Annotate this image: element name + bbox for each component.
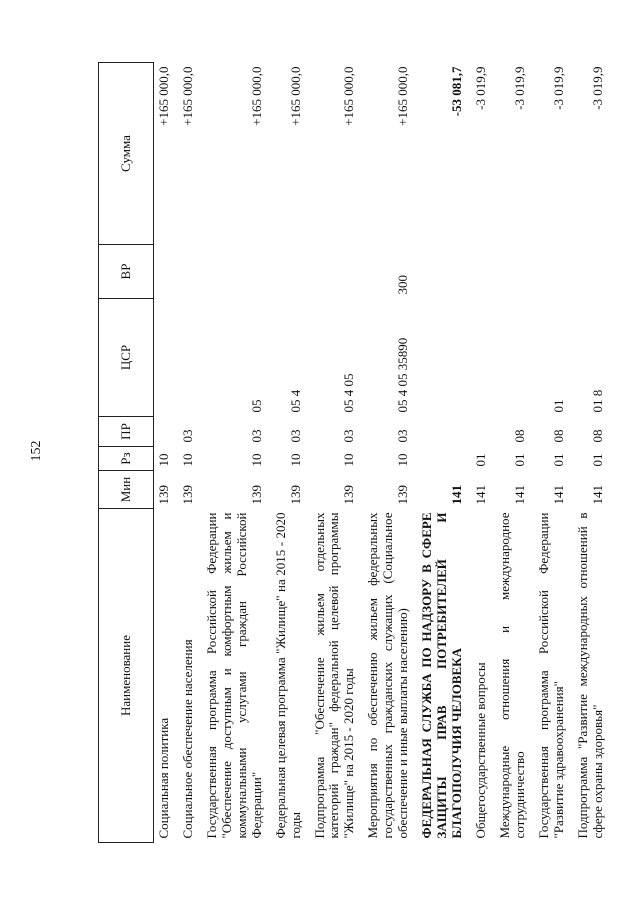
- row-name: Социальное обеспечение населения: [179, 639, 195, 839]
- row-name: Государственная программа Российской Федерации "Обеспечение доступным и комфортным жильем и коммунальными услугами граждан Российской Федерации": [203, 512, 264, 839]
- table-header-row: [99, 63, 154, 843]
- header-vr: ВР: [99, 245, 154, 299]
- header-name: Наименование: [99, 509, 154, 843]
- row-vr: [202, 245, 271, 299]
- page-number: 152: [29, 440, 44, 462]
- row-csr: 05: [248, 399, 264, 413]
- table-row: [310, 63, 364, 843]
- row-min: 141: [472, 485, 488, 505]
- row-sum: -3 019,9: [550, 66, 566, 110]
- row-min: 141: [589, 485, 605, 505]
- table-row: [271, 63, 310, 843]
- header-sum: Сумма: [99, 63, 154, 245]
- row-min: 141: [550, 485, 566, 505]
- row-name: Социальная политика: [156, 717, 171, 839]
- row-pr: 03: [179, 429, 195, 443]
- row-vr: [178, 245, 202, 299]
- row-rz: 10: [156, 453, 171, 467]
- row-pr: 08: [511, 429, 527, 443]
- table-row: [363, 63, 417, 843]
- row-pr: [471, 417, 495, 447]
- row-sum: +165 000,0: [287, 66, 303, 126]
- row-sum: +165 000,0: [248, 66, 264, 126]
- row-pr: 08: [550, 429, 566, 443]
- row-rz: 10: [341, 453, 357, 467]
- rotated-page: [40, 45, 605, 855]
- row-rz: 10: [395, 453, 411, 467]
- row-vr: [573, 245, 612, 299]
- row-sum: -3 019,9: [472, 66, 488, 110]
- table-row: [534, 63, 573, 843]
- row-vr: [154, 245, 178, 299]
- table-row: [471, 63, 495, 843]
- row-csr: [154, 299, 178, 417]
- row-csr: [417, 299, 471, 417]
- row-sum: -3 019,9: [589, 66, 605, 110]
- row-min: 141: [511, 485, 527, 505]
- table-row: [573, 63, 612, 843]
- budget-table: [98, 62, 612, 843]
- row-rz: 01: [511, 453, 527, 467]
- row-min: 139: [179, 485, 195, 505]
- row-name: Мероприятия по обеспечению жильем федеральных государственных гражданских служащих (Социальное обеспечение и иные выплаты населению): [365, 512, 411, 839]
- row-pr: 03: [287, 429, 303, 443]
- row-pr: [417, 417, 471, 447]
- row-name: Государственная программа Российской Федерации "Развитие здравоохранения": [535, 512, 566, 839]
- row-csr: [178, 299, 202, 417]
- row-min: 139: [156, 485, 171, 505]
- row-sum: +165 000,0: [179, 66, 195, 126]
- row-pr: 03: [395, 429, 411, 443]
- row-rz: 10: [287, 453, 303, 467]
- row-vr: [534, 245, 573, 299]
- header-pr: ПР: [99, 417, 154, 447]
- table-row: [154, 63, 178, 843]
- row-csr: 05 4 05 35890: [395, 337, 411, 413]
- row-vr: [310, 245, 364, 299]
- row-vr: [417, 245, 471, 299]
- table-row: [202, 63, 271, 843]
- row-min: 141: [449, 485, 464, 505]
- row-rz: 01: [472, 453, 488, 467]
- row-name: Федеральная целевая программа "Жилище" на 2015 - 2020 годы: [272, 512, 303, 839]
- row-csr: [471, 299, 495, 417]
- row-min: 139: [287, 485, 303, 505]
- row-csr: 01 8: [589, 389, 605, 413]
- header-min: Мин: [99, 471, 154, 509]
- row-csr: [495, 299, 534, 417]
- header-rz: Рз: [99, 447, 154, 471]
- row-pr: 03: [341, 429, 357, 443]
- row-sum: +165 000,0: [341, 66, 357, 126]
- table-row: [417, 63, 471, 843]
- row-sum: +165 000,0: [395, 66, 411, 126]
- row-name: Общегосударственные вопросы: [472, 662, 488, 839]
- row-pr: [154, 417, 178, 447]
- row-vr: [271, 245, 310, 299]
- row-vr: [471, 245, 495, 299]
- row-min: 139: [341, 485, 357, 505]
- header-csr: ЦСР: [99, 299, 154, 417]
- row-csr: 01: [550, 399, 566, 413]
- row-pr: 08: [589, 429, 605, 443]
- table-row: [178, 63, 202, 843]
- row-rz: 10: [248, 453, 264, 467]
- row-name: Подпрограмма "Развитие международных отношений в сфере охраны здоровья": [574, 512, 605, 839]
- table-row: [495, 63, 534, 843]
- row-vr: [495, 245, 534, 299]
- row-min: 139: [395, 485, 411, 505]
- row-pr: 03: [248, 429, 264, 443]
- row-sum: -53 081,7: [449, 66, 464, 117]
- row-vr: 300: [395, 275, 411, 295]
- row-sum: -3 019,9: [511, 66, 527, 110]
- row-name: Международные отношения и международное сотрудничество: [496, 512, 527, 839]
- row-csr: 05 4: [287, 389, 303, 413]
- row-rz: [417, 447, 471, 471]
- row-csr: 05 4 05: [341, 373, 357, 413]
- row-sum: +165 000,0: [156, 66, 171, 126]
- row-rz: 01: [589, 453, 605, 467]
- row-rz: 10: [179, 453, 195, 467]
- row-name: Подпрограмма "Обеспечение жильем отдельных категорий граждан" федеральной целевой программы "Жилище" на 2015 - 2020 годы: [311, 512, 357, 839]
- row-rz: 01: [550, 453, 566, 467]
- row-name: ФЕДЕРАЛЬНАЯ СЛУЖБА ПО НАДЗОРУ В СФЕРЕ ЗАЩИТЫ ПРАВ ПОТРЕБИТЕЛЕЙ И БЛАГОПОЛУЧИЯ ЧЕЛОВЕКА: [419, 512, 464, 839]
- row-min: 139: [248, 485, 264, 505]
